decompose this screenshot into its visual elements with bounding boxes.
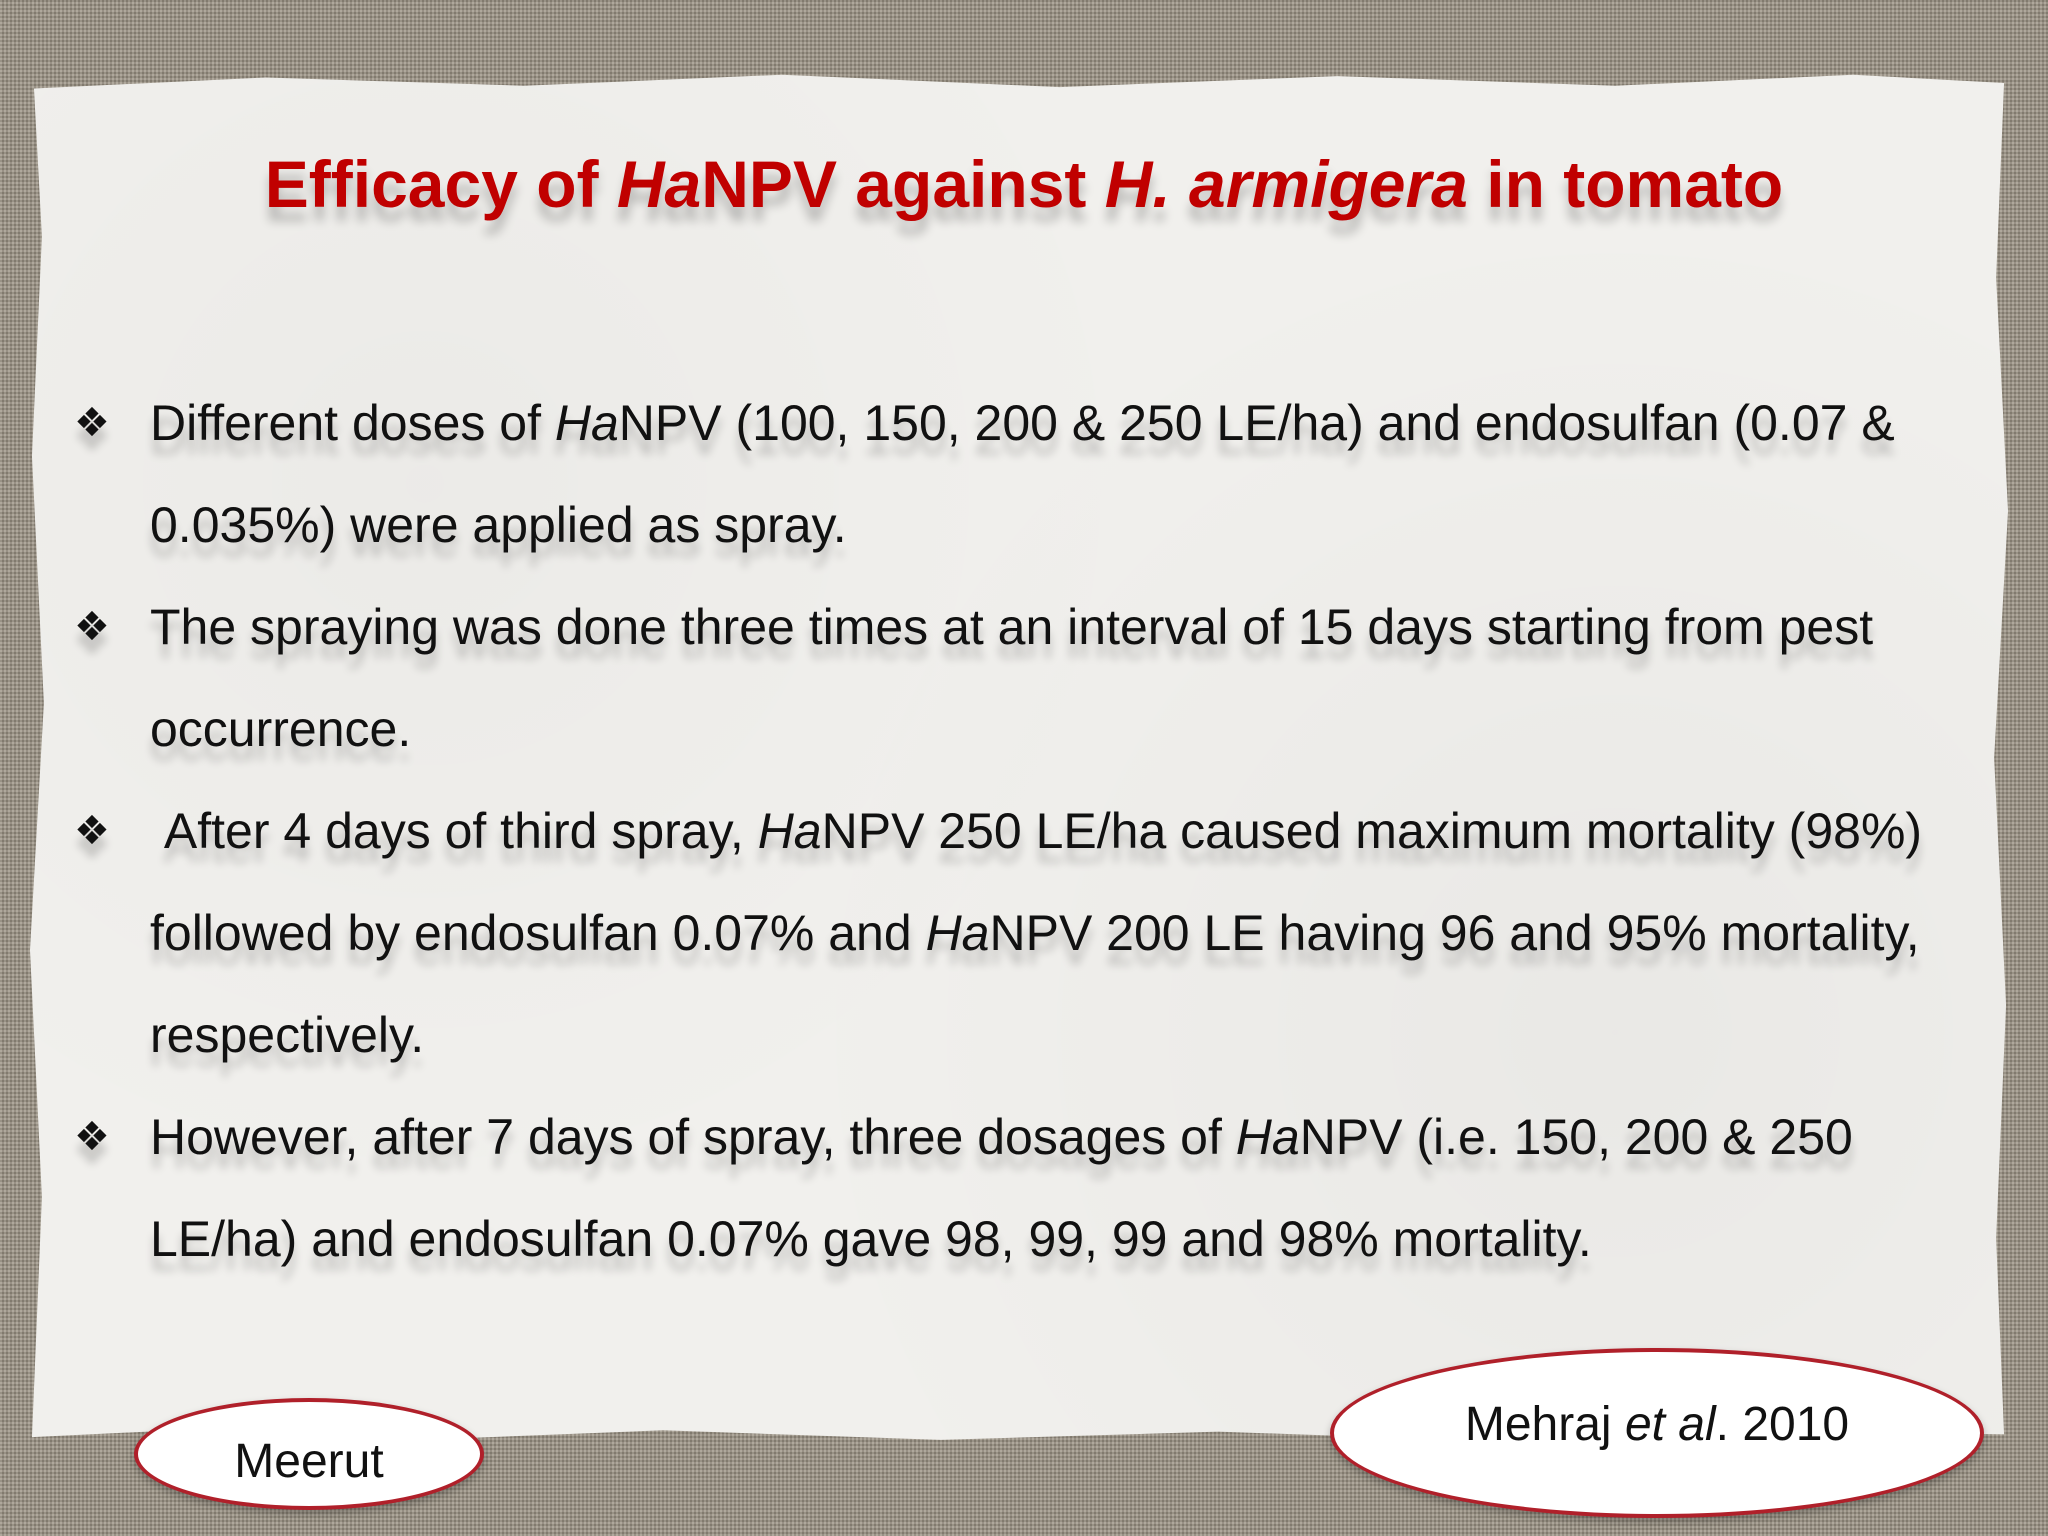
bullet-list xyxy=(72,372,1972,1290)
citation-year: . 2010 xyxy=(1715,1397,1850,1451)
bullet-item-3 xyxy=(72,780,1972,1086)
citation-label xyxy=(1465,1397,1849,1452)
bullet-text-4 xyxy=(150,1109,1853,1267)
four-petal-diamond-icon: ❖ xyxy=(74,809,110,853)
title-part-1: Efficacy of xyxy=(264,147,617,221)
four-petal-diamond-icon: ❖ xyxy=(74,1115,110,1159)
bullet-item-2 xyxy=(72,576,1972,780)
bullet-2-part-a: The spraying was done three times at an interval of 15 days starting from pest occurrence. xyxy=(150,599,1874,757)
bullet-1-part-c: NPV (100, 150, 200 & 250 LE/ha) and endosulfan (0.07 & 0.035%) were applied as spray. xyxy=(150,395,1895,553)
citation-author: Mehraj xyxy=(1464,1397,1625,1451)
bullet-1-part-a: Different doses of xyxy=(150,395,555,451)
bullet-text-2 xyxy=(150,599,1873,757)
title-part-5: in tomato xyxy=(1467,147,1784,221)
title-part-2: Ha xyxy=(616,147,702,221)
bullet-item-4 xyxy=(72,1086,1972,1290)
title-part-3: NPV against xyxy=(701,147,1105,221)
bullet-3-part-a: After 4 days of third spray, xyxy=(150,803,758,859)
bullet-1-part-b: Ha xyxy=(554,395,619,451)
title-part-4: H. armigera xyxy=(1104,147,1468,221)
bullet-4-part-a: However, after 7 days of spray, three dosages of xyxy=(150,1109,1236,1165)
location-oval xyxy=(134,1398,484,1510)
bullet-text-1 xyxy=(150,395,1895,553)
bullet-3-part-c: NPV 250 LE/ha caused maximum mortality (98%) followed by endosulfan 0.07% and xyxy=(150,803,1936,961)
bullet-3-part-d: Ha xyxy=(925,905,990,961)
slide-title xyxy=(0,148,2048,221)
bullet-text-3 xyxy=(150,803,1936,1063)
citation-oval xyxy=(1330,1348,1984,1518)
bullet-4-part-c: NPV (i.e. 150, 200 & 250 LE/ha) and endosulfan 0.07% gave 98, 99, 99 and 98% mortality. xyxy=(150,1109,1853,1267)
citation-etal: et al xyxy=(1624,1397,1716,1451)
location-label: Meerut xyxy=(234,1434,384,1488)
bullet-item-1 xyxy=(72,372,1972,576)
four-petal-diamond-icon: ❖ xyxy=(74,401,110,445)
four-petal-diamond-icon: ❖ xyxy=(74,605,110,649)
bullet-4-part-b: Ha xyxy=(1235,1109,1300,1165)
bullet-3-part-e: NPV 200 LE having 96 and 95% mortality, respectively. xyxy=(150,905,1934,1063)
bullet-3-part-b: Ha xyxy=(757,803,822,859)
